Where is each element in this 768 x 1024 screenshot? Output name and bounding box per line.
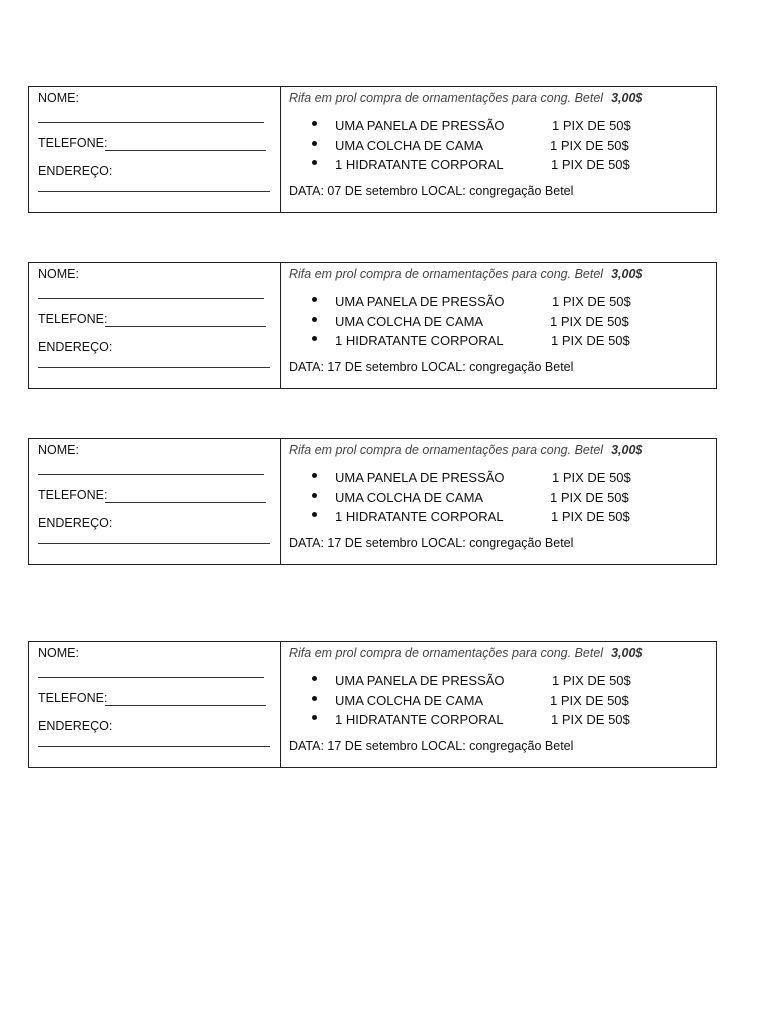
prize-value: 1 PIX DE 50$ — [550, 137, 629, 153]
ticket-stub — [29, 642, 281, 767]
raffle-title — [289, 91, 642, 105]
prize-item — [281, 294, 716, 314]
prize-name: 1 HIDRATANTE CORPORAL — [335, 333, 504, 348]
telefone-label: TELEFONE: — [38, 136, 108, 150]
raffle-title-text: Rifa em prol compra de ornamentações para cong. Betel — [289, 646, 604, 660]
raffle-ticket — [28, 262, 717, 389]
prize-name: UMA PANELA DE PRESSÃO — [335, 118, 505, 133]
prize-item — [281, 118, 716, 138]
bullet-icon — [312, 336, 317, 341]
prize-name: 1 HIDRATANTE CORPORAL — [335, 157, 504, 172]
bullet-icon — [312, 473, 317, 478]
raffle-footer: DATA: 07 DE setembro LOCAL: congregação Betel — [289, 184, 574, 198]
bullet-icon — [312, 676, 317, 681]
ticket-stub — [29, 263, 281, 388]
raffle-title-text: Rifa em prol compra de ornamentações para cong. Betel — [289, 267, 604, 281]
prize-name: 1 HIDRATANTE CORPORAL — [335, 509, 504, 524]
prize-name: UMA COLCHA DE CAMA — [335, 137, 484, 153]
prize-item — [281, 470, 716, 490]
prize-list — [281, 118, 716, 177]
raffle-footer: DATA: 17 DE setembro LOCAL: congregação Betel — [289, 360, 574, 374]
raffle-ticket — [28, 438, 717, 565]
prize-name: UMA PANELA DE PRESSÃO — [335, 294, 505, 309]
ticket-body — [281, 642, 716, 767]
prize-value: 1 PIX DE 50$ — [550, 692, 629, 708]
prize-value: 1 PIX DE 50$ — [552, 470, 631, 485]
prize-item — [281, 333, 716, 353]
prize-name: UMA PANELA DE PRESSÃO — [335, 673, 505, 688]
telefone-line — [105, 150, 266, 151]
nome-line — [38, 122, 264, 123]
bullet-icon — [312, 141, 317, 146]
raffle-title — [289, 646, 642, 660]
telefone-line — [105, 502, 266, 503]
bullet-icon — [312, 715, 317, 720]
prize-item — [281, 138, 716, 158]
prize-value: 1 PIX DE 50$ — [552, 118, 631, 133]
raffle-title — [289, 267, 642, 281]
raffle-price: 3,00$ — [611, 443, 643, 457]
raffle-price: 3,00$ — [611, 267, 643, 281]
telefone-label: TELEFONE: — [38, 691, 108, 705]
nome-label: NOME: — [38, 646, 79, 660]
prize-item — [281, 157, 716, 177]
bullet-icon — [312, 493, 317, 498]
bullet-icon — [312, 297, 317, 302]
prize-item — [281, 314, 716, 334]
raffle-footer: DATA: 17 DE setembro LOCAL: congregação Betel — [289, 536, 574, 550]
endereco-label: ENDEREÇO: — [38, 340, 113, 354]
ticket-body — [281, 263, 716, 388]
prize-value: 1 PIX DE 50$ — [551, 333, 630, 348]
prize-item — [281, 712, 716, 732]
raffle-title-text: Rifa em prol compra de ornamentações para cong. Betel — [289, 443, 604, 457]
endereco-label: ENDEREÇO: — [38, 164, 113, 178]
prize-item — [281, 673, 716, 693]
prize-name: UMA COLCHA DE CAMA — [335, 489, 484, 505]
prize-value: 1 PIX DE 50$ — [550, 489, 629, 505]
prize-name: UMA PANELA DE PRESSÃO — [335, 470, 505, 485]
ticket-body — [281, 439, 716, 564]
bullet-icon — [312, 160, 317, 165]
prize-value: 1 PIX DE 50$ — [551, 509, 630, 524]
ticket-stub — [29, 87, 281, 212]
telefone-line — [105, 705, 266, 706]
telefone-line — [105, 326, 266, 327]
telefone-label: TELEFONE: — [38, 488, 108, 502]
raffle-title-text: Rifa em prol compra de ornamentações para cong. Betel — [289, 91, 604, 105]
raffle-ticket — [28, 86, 717, 213]
prize-value: 1 PIX DE 50$ — [551, 157, 630, 172]
prize-name: 1 HIDRATANTE CORPORAL — [335, 712, 504, 727]
raffle-title — [289, 443, 642, 457]
nome-line — [38, 298, 264, 299]
bullet-icon — [312, 512, 317, 517]
endereco-label: ENDEREÇO: — [38, 516, 113, 530]
bullet-icon — [312, 696, 317, 701]
telefone-label: TELEFONE: — [38, 312, 108, 326]
prize-item — [281, 490, 716, 510]
prize-list — [281, 470, 716, 529]
prize-value: 1 PIX DE 50$ — [550, 313, 629, 329]
bullet-icon — [312, 121, 317, 126]
nome-line — [38, 474, 264, 475]
raffle-footer: DATA: 17 DE setembro LOCAL: congregação Betel — [289, 739, 574, 753]
prize-value: 1 PIX DE 50$ — [552, 294, 631, 309]
endereco-line — [38, 367, 270, 368]
prize-list — [281, 673, 716, 732]
prize-value: 1 PIX DE 50$ — [551, 712, 630, 727]
ticket-body — [281, 87, 716, 212]
endereco-line — [38, 746, 270, 747]
nome-line — [38, 677, 264, 678]
ticket-stub — [29, 439, 281, 564]
endereco-label: ENDEREÇO: — [38, 719, 113, 733]
bullet-icon — [312, 317, 317, 322]
nome-label: NOME: — [38, 267, 79, 281]
prize-name: UMA COLCHA DE CAMA — [335, 313, 484, 329]
prize-value: 1 PIX DE 50$ — [552, 673, 631, 688]
endereco-line — [38, 191, 270, 192]
prize-name: UMA COLCHA DE CAMA — [335, 692, 484, 708]
nome-label: NOME: — [38, 91, 79, 105]
prize-item — [281, 693, 716, 713]
prize-list — [281, 294, 716, 353]
raffle-ticket — [28, 641, 717, 768]
raffle-price: 3,00$ — [611, 646, 643, 660]
raffle-price: 3,00$ — [611, 91, 643, 105]
prize-item — [281, 509, 716, 529]
nome-label: NOME: — [38, 443, 79, 457]
endereco-line — [38, 543, 270, 544]
